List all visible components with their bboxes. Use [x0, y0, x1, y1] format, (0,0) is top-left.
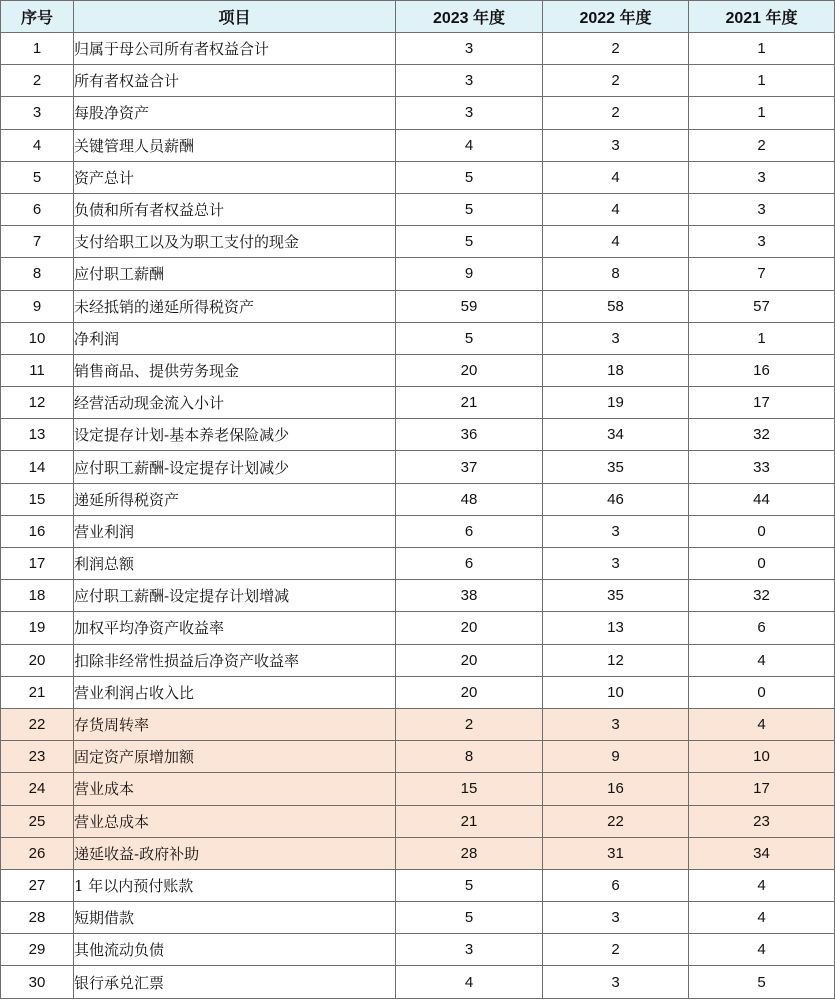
- row-number: 10: [1, 322, 74, 354]
- row-number: 1: [1, 33, 74, 65]
- table-row: [1, 773, 835, 805]
- row-number: 7: [1, 226, 74, 258]
- table-row: [1, 902, 835, 934]
- value-2022: 3: [543, 129, 689, 161]
- value-2023: 4: [396, 966, 543, 998]
- value-2021: 0: [689, 548, 835, 580]
- table-row: [1, 644, 835, 676]
- value-2022: 12: [543, 644, 689, 676]
- value-2022: 3: [543, 322, 689, 354]
- row-number: 2: [1, 65, 74, 97]
- value-2023: 21: [396, 805, 543, 837]
- table-row: [1, 966, 835, 998]
- value-2022: 10: [543, 676, 689, 708]
- row-item-label: 利润总额: [74, 548, 396, 580]
- value-2022: 35: [543, 580, 689, 612]
- table-row: [1, 258, 835, 290]
- row-number: 3: [1, 97, 74, 129]
- row-item-label: 营业利润: [74, 515, 396, 547]
- header-2021: 2021 年度: [689, 1, 835, 33]
- row-item-label: 归属于母公司所有者权益合计: [74, 33, 396, 65]
- row-item-label: 递延收益-政府补助: [74, 837, 396, 869]
- row-number: 22: [1, 708, 74, 740]
- value-2021: 7: [689, 258, 835, 290]
- value-2022: 4: [543, 161, 689, 193]
- value-2022: 31: [543, 837, 689, 869]
- table-row: [1, 708, 835, 740]
- value-2021: 1: [689, 33, 835, 65]
- row-item-label: 资产总计: [74, 161, 396, 193]
- table-row: [1, 322, 835, 354]
- value-2023: 4: [396, 129, 543, 161]
- row-item-label: 1 年以内预付账款: [74, 869, 396, 901]
- value-2023: 5: [396, 161, 543, 193]
- row-item-label: 应付职工薪酬: [74, 258, 396, 290]
- value-2023: 9: [396, 258, 543, 290]
- row-item-label: 银行承兑汇票: [74, 966, 396, 998]
- value-2023: 21: [396, 387, 543, 419]
- value-2023: 38: [396, 580, 543, 612]
- value-2021: 0: [689, 515, 835, 547]
- header-2022: 2022 年度: [543, 1, 689, 33]
- value-2021: 1: [689, 322, 835, 354]
- row-number: 11: [1, 354, 74, 386]
- value-2022: 34: [543, 419, 689, 451]
- value-2023: 59: [396, 290, 543, 322]
- value-2022: 9: [543, 741, 689, 773]
- value-2021: 4: [689, 869, 835, 901]
- value-2022: 4: [543, 226, 689, 258]
- row-item-label: 扣除非经常性损益后净资产收益率: [74, 644, 396, 676]
- row-number: 29: [1, 934, 74, 966]
- value-2021: 4: [689, 934, 835, 966]
- row-number: 5: [1, 161, 74, 193]
- value-2021: 4: [689, 708, 835, 740]
- row-item-label: 每股净资产: [74, 97, 396, 129]
- value-2022: 3: [543, 708, 689, 740]
- value-2021: 1: [689, 97, 835, 129]
- row-number: 4: [1, 129, 74, 161]
- value-2023: 8: [396, 741, 543, 773]
- row-item-label: 关键管理人员薪酬: [74, 129, 396, 161]
- value-2022: 2: [543, 33, 689, 65]
- row-item-label: 营业成本: [74, 773, 396, 805]
- value-2023: 20: [396, 612, 543, 644]
- row-item-label: 净利润: [74, 322, 396, 354]
- value-2022: 8: [543, 258, 689, 290]
- table-row: [1, 676, 835, 708]
- row-number: 24: [1, 773, 74, 805]
- value-2022: 2: [543, 97, 689, 129]
- table-row: [1, 33, 835, 65]
- table-header: [1, 1, 835, 33]
- value-2021: 5: [689, 966, 835, 998]
- value-2021: 1: [689, 65, 835, 97]
- value-2021: 4: [689, 902, 835, 934]
- header-item: 项目: [74, 1, 396, 33]
- value-2021: 4: [689, 644, 835, 676]
- table-row: [1, 837, 835, 869]
- value-2023: 5: [396, 322, 543, 354]
- row-item-label: 营业利润占收入比: [74, 676, 396, 708]
- value-2022: 4: [543, 193, 689, 225]
- value-2023: 3: [396, 65, 543, 97]
- row-number: 9: [1, 290, 74, 322]
- value-2022: 2: [543, 65, 689, 97]
- value-2022: 3: [543, 966, 689, 998]
- value-2023: 36: [396, 419, 543, 451]
- value-2022: 35: [543, 451, 689, 483]
- table-row: [1, 741, 835, 773]
- value-2023: 15: [396, 773, 543, 805]
- value-2023: 3: [396, 934, 543, 966]
- table-row: [1, 226, 835, 258]
- value-2022: 18: [543, 354, 689, 386]
- value-2021: 17: [689, 773, 835, 805]
- row-item-label: 加权平均净资产收益率: [74, 612, 396, 644]
- row-number: 23: [1, 741, 74, 773]
- value-2021: 57: [689, 290, 835, 322]
- table-row: [1, 97, 835, 129]
- value-2021: 16: [689, 354, 835, 386]
- table-row: [1, 129, 835, 161]
- value-2021: 3: [689, 193, 835, 225]
- table-row: [1, 548, 835, 580]
- table-row: [1, 869, 835, 901]
- value-2021: 44: [689, 483, 835, 515]
- value-2022: 6: [543, 869, 689, 901]
- table-row: [1, 612, 835, 644]
- value-2021: 2: [689, 129, 835, 161]
- value-2023: 6: [396, 548, 543, 580]
- table-row: [1, 483, 835, 515]
- value-2023: 6: [396, 515, 543, 547]
- value-2021: 3: [689, 161, 835, 193]
- row-item-label: 所有者权益合计: [74, 65, 396, 97]
- table-row: [1, 419, 835, 451]
- value-2023: 28: [396, 837, 543, 869]
- row-item-label: 负债和所有者权益总计: [74, 193, 396, 225]
- row-item-label: 经营活动现金流入小计: [74, 387, 396, 419]
- row-number: 15: [1, 483, 74, 515]
- row-item-label: 未经抵销的递延所得税资产: [74, 290, 396, 322]
- value-2022: 2: [543, 934, 689, 966]
- value-2023: 20: [396, 676, 543, 708]
- value-2023: 37: [396, 451, 543, 483]
- value-2021: 34: [689, 837, 835, 869]
- value-2021: 17: [689, 387, 835, 419]
- row-number: 20: [1, 644, 74, 676]
- value-2023: 5: [396, 869, 543, 901]
- value-2021: 0: [689, 676, 835, 708]
- row-item-label: 存货周转率: [74, 708, 396, 740]
- value-2023: 5: [396, 226, 543, 258]
- row-number: 28: [1, 902, 74, 934]
- table-row: [1, 387, 835, 419]
- table-row: [1, 65, 835, 97]
- value-2023: 2: [396, 708, 543, 740]
- row-item-label: 支付给职工以及为职工支付的现金: [74, 226, 396, 258]
- row-item-label: 短期借款: [74, 902, 396, 934]
- value-2021: 6: [689, 612, 835, 644]
- value-2021: 3: [689, 226, 835, 258]
- value-2023: 20: [396, 354, 543, 386]
- table-row: [1, 580, 835, 612]
- row-number: 12: [1, 387, 74, 419]
- table-row: [1, 290, 835, 322]
- value-2023: 48: [396, 483, 543, 515]
- value-2022: 3: [543, 548, 689, 580]
- table-body: [1, 33, 835, 999]
- row-number: 14: [1, 451, 74, 483]
- row-item-label: 销售商品、提供劳务现金: [74, 354, 396, 386]
- row-item-label: 设定提存计划-基本养老保险减少: [74, 419, 396, 451]
- row-number: 27: [1, 869, 74, 901]
- value-2022: 58: [543, 290, 689, 322]
- row-item-label: 递延所得税资产: [74, 483, 396, 515]
- table-row: [1, 805, 835, 837]
- value-2023: 20: [396, 644, 543, 676]
- row-item-label: 其他流动负债: [74, 934, 396, 966]
- value-2021: 33: [689, 451, 835, 483]
- value-2023: 3: [396, 33, 543, 65]
- value-2022: 19: [543, 387, 689, 419]
- row-number: 16: [1, 515, 74, 547]
- row-number: 13: [1, 419, 74, 451]
- value-2021: 10: [689, 741, 835, 773]
- header-no: 序号: [1, 1, 74, 33]
- table-row: [1, 934, 835, 966]
- value-2023: 5: [396, 193, 543, 225]
- table-row: [1, 451, 835, 483]
- row-number: 30: [1, 966, 74, 998]
- row-item-label: 固定资产原增加额: [74, 741, 396, 773]
- value-2022: 46: [543, 483, 689, 515]
- table-row: [1, 161, 835, 193]
- row-item-label: 营业总成本: [74, 805, 396, 837]
- value-2022: 3: [543, 515, 689, 547]
- value-2021: 23: [689, 805, 835, 837]
- value-2021: 32: [689, 419, 835, 451]
- row-number: 18: [1, 580, 74, 612]
- table-row: [1, 354, 835, 386]
- value-2022: 16: [543, 773, 689, 805]
- table-row: [1, 515, 835, 547]
- row-number: 26: [1, 837, 74, 869]
- row-item-label: 应付职工薪酬-设定提存计划减少: [74, 451, 396, 483]
- value-2022: 3: [543, 902, 689, 934]
- header-2023: 2023 年度: [396, 1, 543, 33]
- row-number: 8: [1, 258, 74, 290]
- row-number: 21: [1, 676, 74, 708]
- row-number: 19: [1, 612, 74, 644]
- row-number: 25: [1, 805, 74, 837]
- value-2023: 3: [396, 97, 543, 129]
- table-row: [1, 193, 835, 225]
- row-item-label: 应付职工薪酬-设定提存计划增减: [74, 580, 396, 612]
- row-number: 6: [1, 193, 74, 225]
- value-2023: 5: [396, 902, 543, 934]
- value-2021: 32: [689, 580, 835, 612]
- header-row: [1, 1, 835, 33]
- row-number: 17: [1, 548, 74, 580]
- value-2022: 22: [543, 805, 689, 837]
- value-2022: 13: [543, 612, 689, 644]
